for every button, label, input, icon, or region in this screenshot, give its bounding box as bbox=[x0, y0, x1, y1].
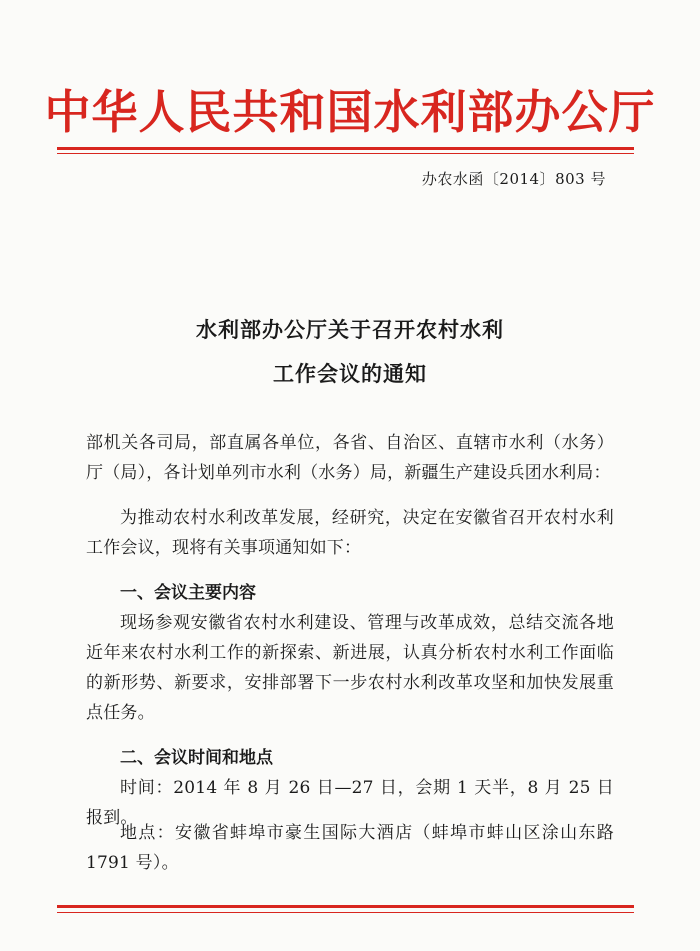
meeting-time-paragraph: 时间：2014 年 8 月 26 日—27 日，会期 1 天半，8 月 25 日报到。 bbox=[86, 778, 614, 828]
document-title-line-1: 水利部办公厅关于召开农村水利 bbox=[196, 317, 504, 342]
document-title-line-2: 工作会议的通知 bbox=[273, 361, 427, 386]
section-heading-2: 二、会议时间和地点 bbox=[120, 748, 273, 768]
footer-rule-thick bbox=[57, 905, 634, 908]
addressee-paragraph: 部机关各司局，部直属各单位，各省、自治区、直辖市水利（水务）厅（局），各计划单列市水利（水务）局，新疆生产建设兵团水利局： bbox=[86, 433, 614, 483]
section-1-paragraph: 现场参观安徽省农村水利建设、管理与改革成效，总结交流各地近年来农村水利工作的新探索、新进展，认真分析农村水利工作面临的新形势、新要求，安排部署下一步农村水利改革攻坚和加快发展重点任务。 bbox=[86, 613, 614, 723]
intro-paragraph: 为推动农村水利改革发展，经研究，决定在安徽省召开农村水利工作会议，现将有关事项通知如下： bbox=[86, 508, 614, 558]
masthead-title: 中华人民共和国水利部办公厅 bbox=[44, 85, 656, 139]
meeting-place-paragraph: 地点：安徽省蚌埠市豪生国际大酒店（蚌埠市蚌山区涂山东路 1791 号）。 bbox=[86, 823, 614, 873]
masthead-rule-thick bbox=[57, 147, 634, 150]
section-heading-1: 一、会议主要内容 bbox=[120, 583, 256, 603]
masthead-rule-thin bbox=[57, 153, 634, 154]
footer-rule-thin bbox=[57, 912, 634, 913]
document-number: 办农水函〔2014〕803 号 bbox=[421, 170, 606, 188]
